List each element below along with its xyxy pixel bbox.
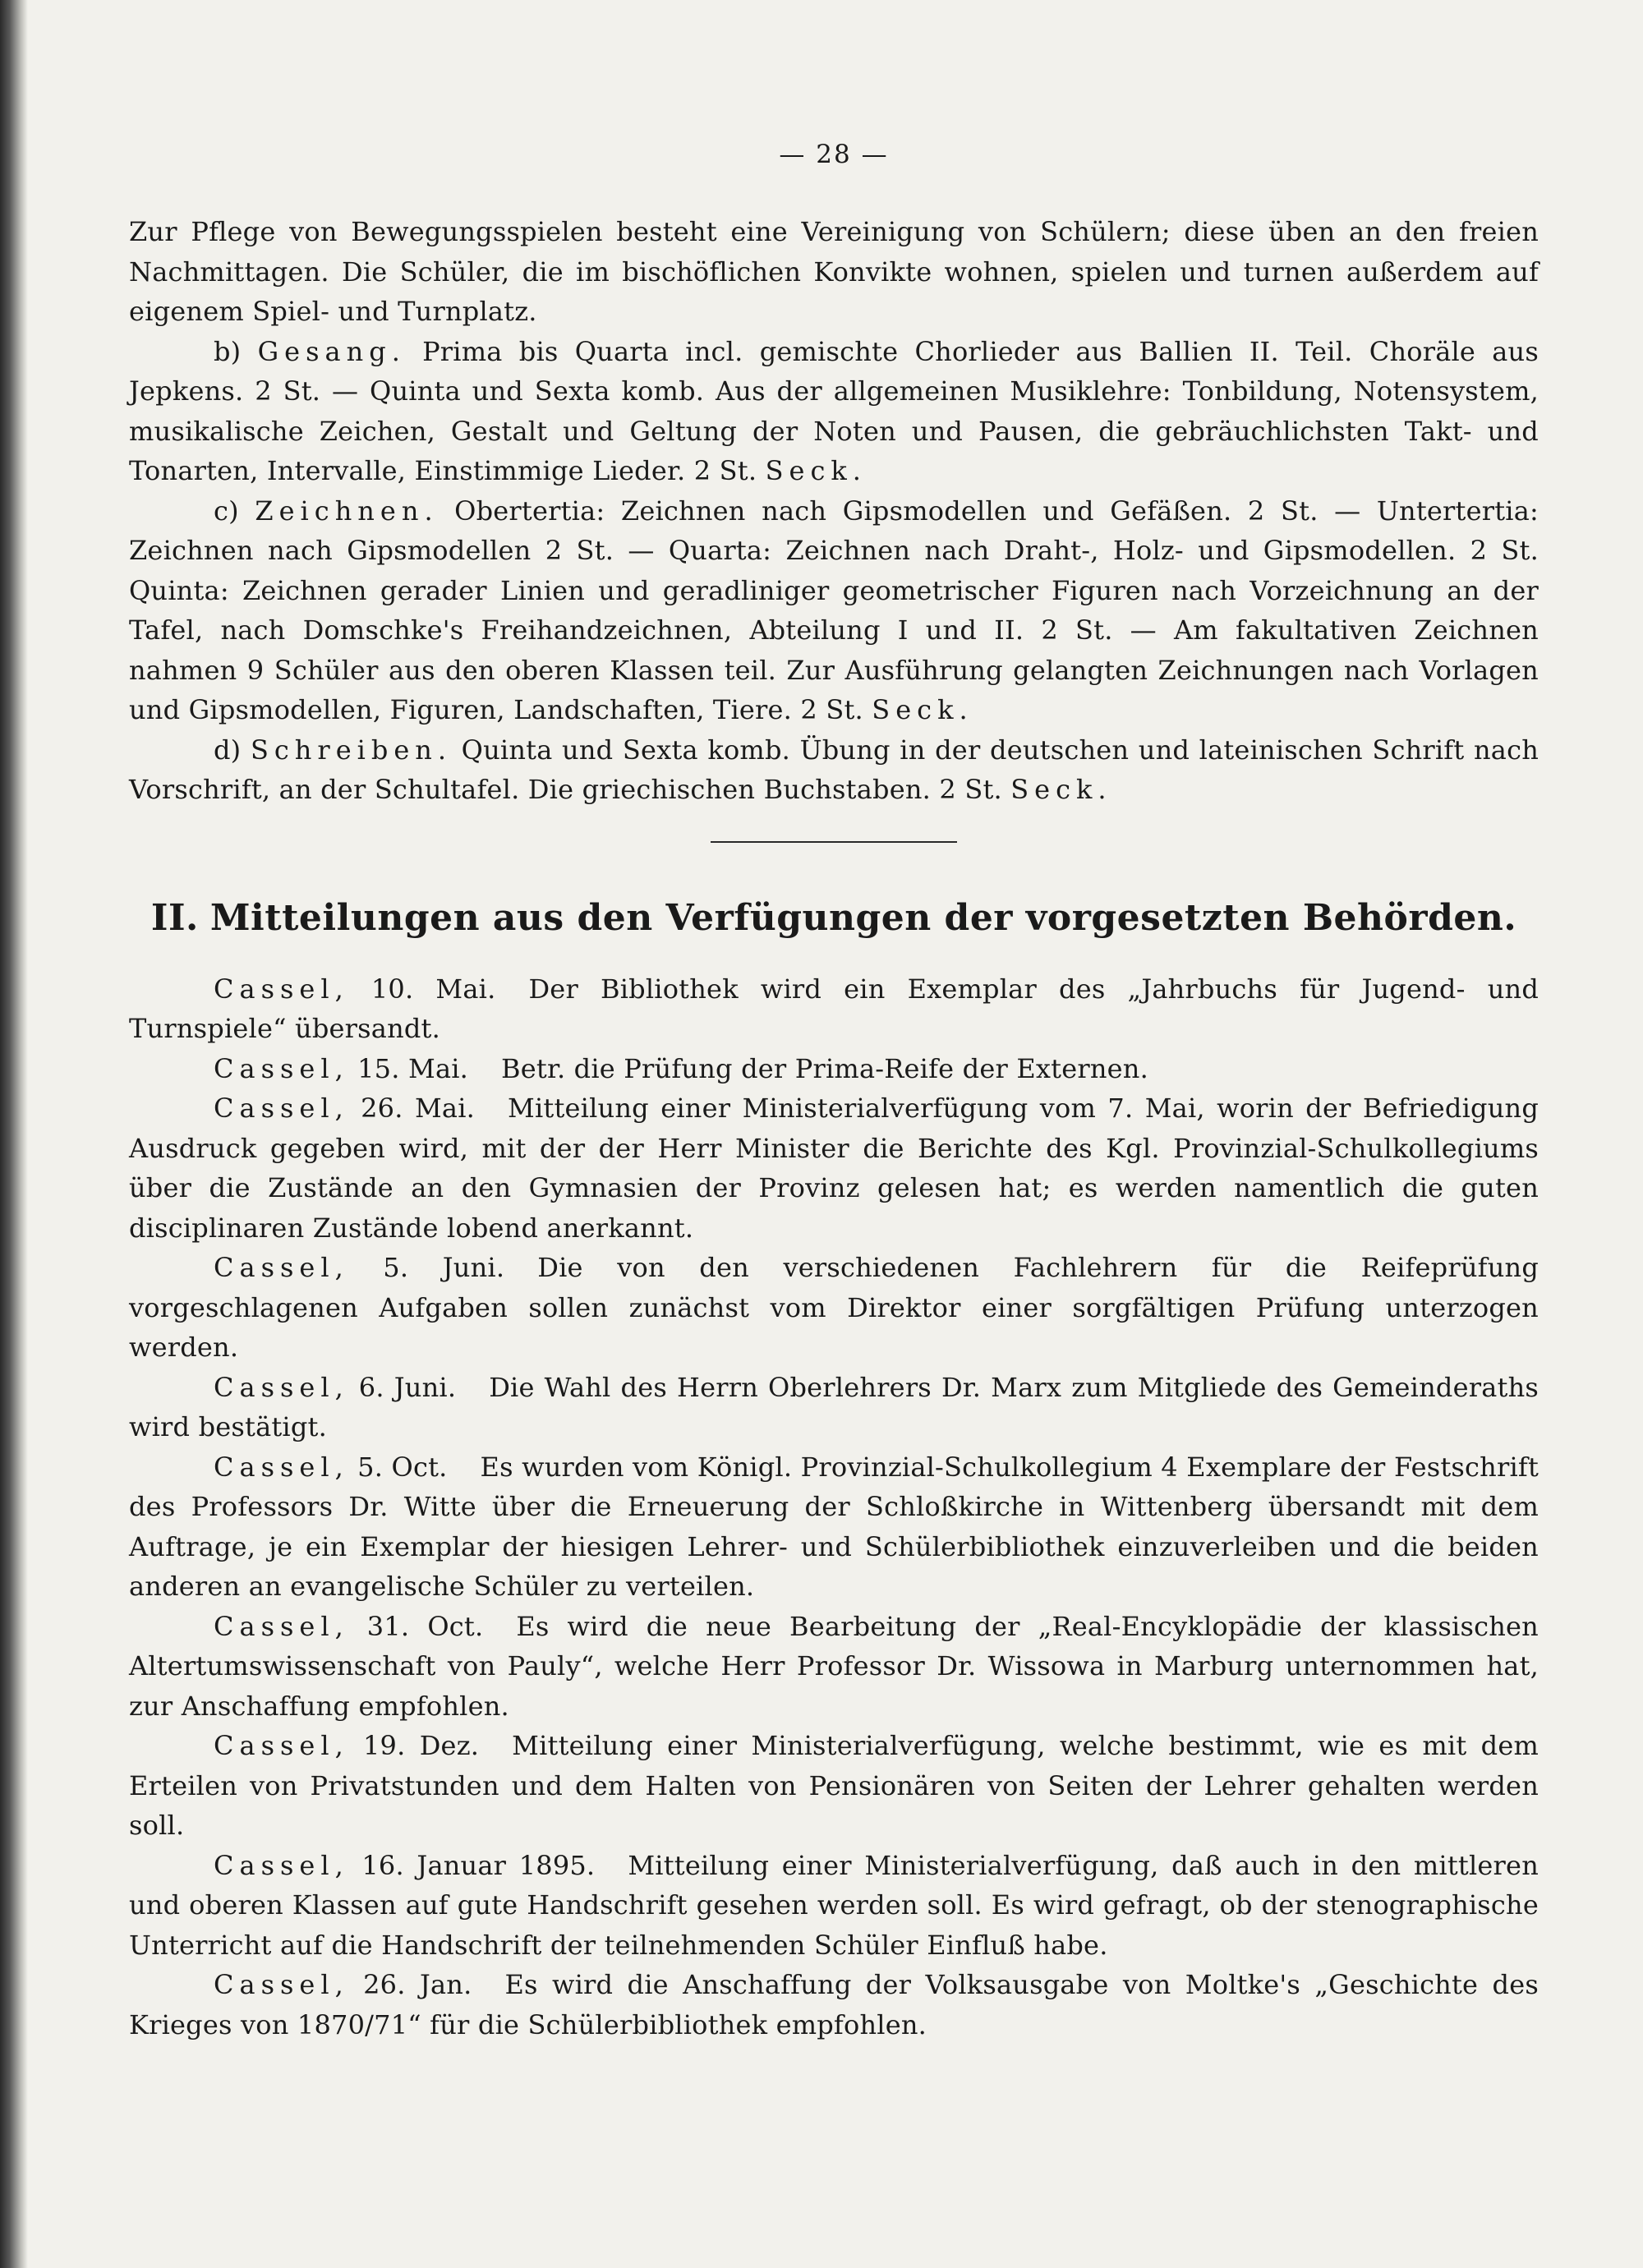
decree-entry bbox=[129, 1088, 1539, 1248]
entry-date: 26. Mai. bbox=[361, 1093, 476, 1124]
entry-date: 26. Jan. bbox=[363, 1969, 472, 2000]
entry-place: Cassel, bbox=[214, 1093, 349, 1124]
section-teacher: Seck. bbox=[1010, 774, 1112, 805]
section-divider bbox=[711, 841, 957, 843]
entry-place: Cassel, bbox=[214, 1052, 349, 1084]
chapter-title: Mitteilungen aus den Verfügungen der vorgesetzten Behörden. bbox=[209, 896, 1517, 939]
entry-place: Cassel, bbox=[214, 1969, 349, 2000]
decree-entry bbox=[129, 1607, 1539, 1727]
entry-place: Cassel, bbox=[214, 1252, 349, 1283]
decree-entry bbox=[129, 1965, 1539, 2045]
entry-date: 19. Dez. bbox=[362, 1730, 480, 1761]
section-teacher: Seck. bbox=[765, 455, 867, 486]
entry-text: Es wurden vom Königl. Provinzial-Schulkollegium 4 Exemplare der Festschrift des Professors Dr. Witte über die Erneuerung der Schloßkirche in Wittenberg übersandt mit dem Auftrage, je ein Exemplar der hiesigen Lehrer- und Schülerbibliothek einzuverleiben und die beiden anderen an evangelische Schüler zu verteilen. bbox=[129, 1451, 1539, 1602]
entry-text: Betr. die Prüfung der Prima-Reife der Externen. bbox=[501, 1052, 1148, 1084]
entry-place: Cassel, bbox=[214, 1371, 349, 1403]
section-gesang bbox=[129, 332, 1539, 491]
document-page bbox=[129, 123, 1539, 2045]
entry-place: Cassel, bbox=[214, 1849, 349, 1881]
section-label: d) bbox=[214, 734, 242, 766]
page-number: — 28 — bbox=[779, 140, 889, 169]
section-title: Gesang. bbox=[257, 335, 406, 367]
entry-text: Die Wahl des Herrn Oberlehrers Dr. Marx zum Mitgliede des Gemeinderaths wird bestätigt. bbox=[129, 1371, 1539, 1442]
entry-place: Cassel, bbox=[214, 1451, 349, 1483]
decree-entry bbox=[129, 969, 1539, 1049]
decree-entry bbox=[129, 1846, 1539, 1966]
decree-list bbox=[129, 969, 1539, 2045]
entry-text: Es wird die Anschaffung der Volksausgabe von Moltke's „Geschichte des Krieges von 1870/71“ für die Schülerbibliothek empfohlen. bbox=[129, 1969, 1539, 2040]
entry-text: Mitteilung einer Ministerialverfügung vom 7. Mai, worin der Befriedigung Ausdruck gegeben wird, mit der der Herr Minister die Berichte des Kgl. Provinzial-Schulkollegiums über die Zustände an den Gymnasien der Provinz gelesen hat; es werden namentlich die guten disciplinaren Zustände lobend anerkannt. bbox=[129, 1093, 1539, 1244]
section-teacher: Seck. bbox=[872, 694, 973, 725]
entry-place: Cassel, bbox=[214, 973, 349, 1005]
entry-date: 6. Juni. bbox=[358, 1371, 457, 1403]
decree-entry bbox=[129, 1726, 1539, 1846]
chapter-numeral: II. bbox=[150, 896, 199, 939]
section-title: Schreiben. bbox=[250, 734, 453, 766]
chapter-heading bbox=[129, 894, 1539, 943]
entry-text: Mitteilung einer Ministerialverfügung, welche bestimmt, wie es mit dem Erteilen von Privatstunden und dem Halten von Pensionären von Seiten der Lehrer gehalten werden soll. bbox=[129, 1730, 1539, 1841]
scan-binding-shadow bbox=[0, 0, 28, 2268]
section-continuation bbox=[129, 212, 1539, 810]
section-text: Prima bis Quarta incl. gemischte Chorlieder aus Ballien II. Teil. Choräle aus Jepkens. 2 St. — Quinta und Sexta komb. Aus der allgemeinen Musiklehre: Tonbildung, Notensystem, musikalische Zeichen, Gestalt und Geltung der Noten und Pausen, die gebräuchlichsten Takt- und Tonarten, Intervalle, Einstimmige Lieder. 2 St. bbox=[129, 335, 1539, 486]
section-label: b) bbox=[214, 335, 242, 367]
entry-date: 10. Mai. bbox=[370, 973, 496, 1005]
section-label: c) bbox=[214, 495, 239, 527]
decree-entry bbox=[129, 1447, 1539, 1607]
entry-text: Die von den verschiedenen Fachlehrern für die Reifeprüfung vorgeschlagenen Aufgaben sollen zunächst vom Direktor einer sorgfältigen Prüfung unterzogen werden. bbox=[129, 1252, 1539, 1363]
section-text: Quinta und Sexta komb. Übung in der deutschen und lateinischen Schrift nach Vorschrift, an der Schultafel. Die griechischen Buchstaben. 2 St. bbox=[129, 734, 1539, 805]
section-text: Obertertia: Zeichnen nach Gipsmodellen und Gefäßen. 2 St. — Untertertia: Zeichnen nach Gipsmodellen 2 St. — Quarta: Zeichnen nach Draht-, Holz- und Gipsmodellen. 2 St. Quinta: Zeichnen gerader Linien und geradliniger geometrischer Figuren nach Vorzeichnung an der Tafel, nach Domschke's Freihandzeichnen, Abteilung I und II. 2 St. — Am fakultativen Zeichnen nahmen 9 Schüler aus den oberen Klassen teil. Zur Ausführung gelangten Zeichnungen nach Vorlagen und Gipsmodellen, Figuren, Landschaften, Tiere. 2 St. bbox=[129, 495, 1539, 725]
entry-date: 31. Oct. bbox=[366, 1610, 484, 1642]
entry-date: 15. Mai. bbox=[357, 1052, 469, 1084]
entry-text: Mitteilung einer Ministerialverfügung, daß auch in den mittleren und oberen Klassen auf gute Handschrift gesehen werden soll. Es wird gefragt, ob der stenographische Unterricht auf die Handschrift der teilnehmenden Schüler Einfluß habe. bbox=[129, 1849, 1539, 1961]
entry-place: Cassel, bbox=[214, 1610, 349, 1642]
entry-date: 16. Januar 1895. bbox=[361, 1849, 596, 1881]
entry-date: 5. Oct. bbox=[357, 1451, 448, 1483]
entry-place: Cassel, bbox=[214, 1730, 349, 1761]
decree-entry bbox=[129, 1368, 1539, 1447]
section-zeichnen bbox=[129, 491, 1539, 730]
entry-text: Es wird die neue Bearbeitung der „Real-Encyklopädie der klassischen Altertumswissenschaft von Pauly“, welche Herr Professor Dr. Wissowa in Marburg unternommen hat, zur Anschaffung empfohlen. bbox=[129, 1610, 1539, 1722]
decree-entry bbox=[129, 1049, 1539, 1089]
decree-entry bbox=[129, 1248, 1539, 1368]
section-title: Zeichnen. bbox=[255, 495, 439, 527]
entry-date: 5. Juni. bbox=[383, 1252, 505, 1283]
intro-paragraph: Zur Pflege von Bewegungsspielen besteht eine Vereinigung von Schülern; diese üben an den freien Nachmittagen. Die Schüler, die im bischöflichen Konvikte wohnen, spielen und turnen außerdem auf eigenem Spiel- und Turnplatz. bbox=[129, 216, 1539, 327]
entry-text: Der Bibliothek wird ein Exemplar des „Jahrbuchs für Jugend- und Turnspiele“ übersandt. bbox=[129, 973, 1539, 1044]
section-schreiben bbox=[129, 730, 1539, 810]
